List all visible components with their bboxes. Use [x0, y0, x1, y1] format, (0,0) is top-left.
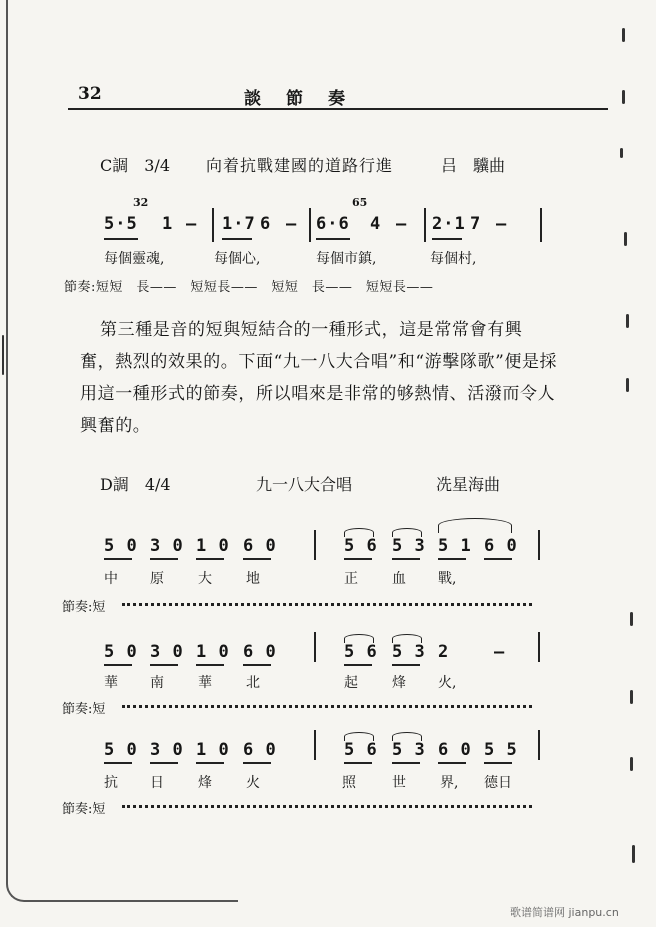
song2-rhythm-label: 節奏:短: [62, 600, 106, 615]
underline: [344, 664, 372, 666]
song1-note: 7: [470, 214, 482, 234]
song2-note: 1 0: [196, 536, 230, 556]
scan-speck: [630, 690, 633, 704]
underline: [150, 558, 178, 560]
paragraph-line: 第三種是音的短與短結合的一種形式，這是常常會有興: [100, 320, 523, 340]
song1-rhythm: 節奏:短短 長—— 短短長—— 短短 長—— 短短長——: [64, 280, 434, 295]
underline: [150, 664, 178, 666]
barline: [314, 632, 316, 662]
underline: [150, 762, 178, 764]
paragraph-line: 興奮的。: [80, 416, 151, 436]
song2-note: 6 0: [438, 740, 472, 760]
slur: [392, 528, 422, 537]
underline: [196, 762, 224, 764]
rhythm-dotted-line: [122, 705, 532, 708]
song2-lyric: 照: [342, 775, 356, 791]
song1-note: 6·6: [316, 214, 350, 234]
rhythm-dotted-line: [122, 805, 532, 808]
song2-note: 1 0: [196, 642, 230, 662]
underline: [196, 664, 224, 666]
scan-speck: [622, 90, 625, 104]
paragraph-line: 奮，熱烈的效果的。下面“九一八大合唱”和“游擊隊歌”便是採: [80, 352, 558, 372]
barline: [314, 530, 316, 560]
underline: [344, 558, 372, 560]
underline: [243, 664, 271, 666]
song1-lyric: 每個靈魂,: [104, 251, 165, 267]
song2-rhythm-label: 節奏:短: [62, 702, 106, 717]
underline: [104, 238, 138, 240]
underline: [344, 762, 372, 764]
song2-note: 5 6: [344, 536, 378, 556]
header-rule: [68, 108, 608, 110]
scan-speck: [624, 232, 627, 246]
song1-note: —: [186, 214, 198, 234]
scan-speck: [622, 28, 625, 42]
underline: [104, 558, 132, 560]
song2-note: 6 0: [484, 536, 518, 556]
barline: [309, 208, 311, 242]
underline: [432, 238, 462, 240]
song1-note: 5·5: [104, 214, 138, 234]
underline: [243, 558, 271, 560]
watermark: 歌谱简谱网 jianpu.cn: [510, 906, 619, 919]
page-number: 32: [78, 84, 102, 104]
slur: [344, 634, 374, 643]
song2-lyric: 南: [150, 675, 164, 691]
song2-lyric: 世: [392, 775, 406, 791]
song2-note: 5 0: [104, 536, 138, 556]
scan-speck: [620, 148, 623, 158]
song2-lyric: 大: [198, 571, 212, 587]
underline: [392, 664, 420, 666]
song2-note: 5 6: [344, 740, 378, 760]
song2-lyric: 起: [344, 675, 358, 691]
song2-note: 6 0: [243, 740, 277, 760]
underline: [392, 558, 420, 560]
slur: [438, 518, 512, 533]
running-title: 談 節 奏: [244, 89, 349, 109]
slur: [392, 732, 422, 741]
song2-note: 5 1: [438, 536, 472, 556]
slur: [344, 528, 374, 537]
barline: [424, 208, 426, 242]
song2-note: —: [494, 642, 506, 662]
song2-lyric: 火: [246, 775, 260, 791]
underline: [196, 558, 224, 560]
song1-lyric: 每個村,: [430, 251, 477, 267]
song2-note: 5 3: [392, 740, 426, 760]
song1-note: 2·1: [432, 214, 466, 234]
song2-note: 5 6: [344, 642, 378, 662]
song2-lyric: 日: [150, 775, 164, 791]
scan-speck: [626, 314, 629, 328]
underline: [222, 238, 252, 240]
song1-note: —: [286, 214, 298, 234]
underline: [438, 762, 466, 764]
song1-composer: 吕 驥曲: [441, 156, 506, 175]
scan-speck: [632, 845, 635, 863]
song2-lyric: 烽: [392, 675, 406, 691]
song2-lyric: 血: [392, 571, 406, 587]
underline: [104, 762, 132, 764]
underline: [484, 762, 512, 764]
paragraph-line: 用這一種形式的節奏，所以唱來是非常的够熱情、活潑而令人: [80, 384, 556, 404]
song1-key-meter: C調 3/4: [100, 156, 170, 175]
song2-lyric: 北: [246, 675, 260, 691]
song2-note: 6 0: [243, 536, 277, 556]
song2-note: 5 0: [104, 642, 138, 662]
song2-note: 6 0: [243, 642, 277, 662]
scan-border-left: [6, 0, 8, 880]
underline: [438, 558, 466, 560]
song1-note: 1: [162, 214, 174, 234]
song2-note: 5 3: [392, 642, 426, 662]
song1-grace-note: 65: [352, 196, 368, 209]
song2-lyric: 華: [104, 675, 118, 691]
song1-note: 1·7: [222, 214, 256, 234]
song2-lyric: 抗: [104, 775, 118, 791]
song2-lyric: 德日: [484, 775, 512, 791]
song2-note: 2: [438, 642, 450, 662]
barline: [212, 208, 214, 242]
scan-speck: [630, 612, 633, 626]
song2-lyric: 烽: [198, 775, 212, 791]
scan-speck: [626, 378, 629, 392]
barline: [538, 530, 540, 560]
barline: [540, 208, 542, 242]
song2-lyric: 戰,: [438, 571, 457, 587]
underline: [484, 558, 512, 560]
song2-lyric: 地: [246, 571, 260, 587]
song1-note: 6: [260, 214, 272, 234]
underline: [104, 664, 132, 666]
slur: [344, 732, 374, 741]
underline: [316, 238, 350, 240]
song2-note: 3 0: [150, 740, 184, 760]
song1-lyric: 每個心,: [214, 251, 261, 267]
barline: [314, 730, 316, 760]
slur: [392, 634, 422, 643]
song2-lyric: 中: [104, 571, 118, 587]
song2-lyric: 火,: [438, 675, 457, 691]
song2-note: 3 0: [150, 642, 184, 662]
song2-note: 5 5: [484, 740, 518, 760]
song1-note: —: [396, 214, 408, 234]
song2-note: 3 0: [150, 536, 184, 556]
scan-speck: [630, 757, 633, 771]
song1-lyric: 每個市鎮,: [316, 251, 377, 267]
underline: [243, 762, 271, 764]
song1-grace-note: 32: [133, 196, 149, 209]
song2-lyric: 原: [150, 571, 164, 587]
scan-border-bottom: [6, 878, 238, 902]
song2-key-meter: D調 4/4: [100, 475, 171, 494]
rhythm-dotted-line: [122, 603, 532, 606]
song2-note: 5 3: [392, 536, 426, 556]
scan-speck: [2, 335, 4, 375]
song2-composer: 冼星海曲: [436, 475, 501, 494]
song2-rhythm-label: 節奏:短: [62, 802, 106, 817]
barline: [538, 730, 540, 760]
song2-note: 1 0: [196, 740, 230, 760]
barline: [538, 632, 540, 662]
song2-lyric: 界,: [440, 775, 459, 791]
song2-lyric: 華: [198, 675, 212, 691]
song1-note: —: [496, 214, 508, 234]
song2-note: 5 0: [104, 740, 138, 760]
song1-note: 4: [370, 214, 382, 234]
song1-title: 向着抗戰建國的道路行進: [206, 156, 394, 175]
underline: [392, 762, 420, 764]
song2-lyric: 正: [344, 571, 358, 587]
song2-title: 九一八大合唱: [256, 475, 353, 494]
